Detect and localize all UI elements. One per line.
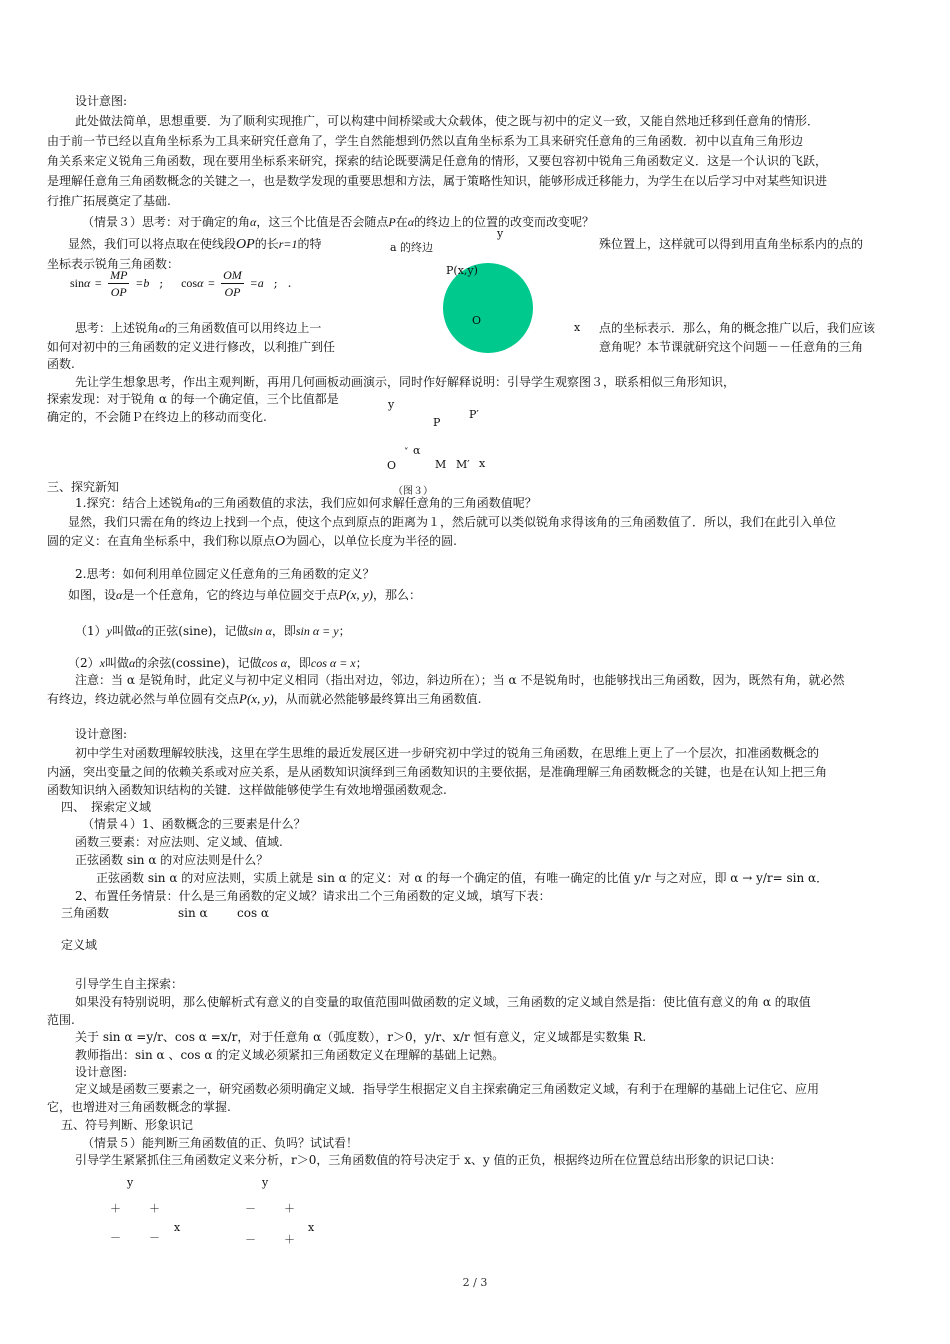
unit-circle-definition: 圆的定义：在直角坐标系中，我们称以原点O为圆心，以单位长度为半径的圆. <box>47 534 457 549</box>
fig3-y-label: y <box>388 398 395 411</box>
section-5-title: 五、符号判断、形象识记 <box>61 1118 194 1132</box>
sin-sign-q1: ＋ <box>149 1202 160 1215</box>
cos-sign-q1: ＋ <box>284 1202 295 1215</box>
discovery-line-1: 探索发现：对于锐角 α 的每一个确定值，三个比值都是 <box>47 392 339 406</box>
think-line-2: 如何对初中的三角函数的定义进行修改，以利推广到任 <box>47 340 336 354</box>
explore-line-1: 1.探究：结合上述锐角α的三角函数值的求法，我们应如何求解任意角的三角函数值呢？ <box>75 496 537 510</box>
cos-sign-q3: － <box>245 1233 256 1246</box>
scenario-4-q1: （情景４）1、函数概念的三要素是什么？ <box>82 817 306 831</box>
sine-rule-answer: 正弦函数 sin α 的对应法则，实质上就是 sin α 的定义：对 α 的每一个确定的值，有唯一确定的比值 y/r 与之对应，即 α → y/r= sin α． <box>96 871 829 885</box>
special-position-line: 显然，我们可以将点取在使线段OP的长r=1的特 <box>68 237 322 252</box>
fig3-x-label: x <box>479 457 486 470</box>
fig1-point-label: P(x,y) <box>446 264 478 277</box>
domain-table-header-cos: cos α <box>237 906 270 920</box>
think-line-1: 思考：上述锐角α的三角函数值可以用终边上一 <box>75 321 322 335</box>
paragraph-line: 此处做法简单，思想重要．为了顺利实现推广，可以构建中间桥梁或大众载体，使之既与初中的定义一致，又能自然地迁移到任意角的情形． <box>75 114 820 128</box>
think-line-2-right: 意角呢？本节课就研究这个问题－－任意角的三角 <box>599 340 864 354</box>
note-line-1: 注意：当 α 是锐角时，此定义与初中定义相同（指出对边，邻边，斜边所在）；当 α 不是锐角时，也能够找出三角函数，因为，既然有角，就必然 <box>75 673 845 687</box>
task-line: 2、布置任务情景：什么是三角函数的定义域？请求出二个三角函数的定义域，填写下表： <box>75 889 551 903</box>
self-explore-line: 引导学生自主探索： <box>75 977 184 991</box>
paragraph-line: 由于前一节已经以直角坐标系为工具来研究任意角了，学生自然能想到仍然以直角坐标系为工具来研究任意角的三角函数．初中以直角三角形边 <box>47 134 804 148</box>
cos-sign-q2: － <box>245 1202 256 1215</box>
fraction-om-op: $\frac{OM}{OP}$ <box>223 268 242 299</box>
paragraph-line: 函数知识纳入函数知识结构的关键．这样做能够使学生有效地增强函数观念. <box>47 783 447 797</box>
cos-sign-x-label: x <box>308 1221 315 1234</box>
acute-trig-formula: sinα = $\frac{MP}{OP}$ =b ; cosα = $\frac{OM}{OP}$ =a ; . <box>70 268 292 299</box>
sin-sign-x-label: x <box>174 1221 181 1234</box>
page-number: 2 / 3 <box>462 1276 488 1289</box>
three-elements: 函数三要素：对应法则、定义域、值域. <box>75 835 283 849</box>
scenario-3-question: （情景３）思考：对于确定的角α，这三个比值是否会随点P在α的终边上的位置的改变而改变呢？ <box>82 215 595 229</box>
guide-line: 先让学生想象思考，作出主观判断，再用几何画板动画演示，同时作好解释说明：引导学生观察图３，联系相似三角形知识， <box>75 375 736 389</box>
fig1-y-label: y <box>497 227 504 240</box>
sine-rule-question: 正弦函数 sin α 的对应法则是什么？ <box>75 853 269 867</box>
fig3-caption: （图３） <box>393 486 433 497</box>
paragraph-line: 是理解任意角三角函数概念的关键之一，也是数学发现的重要思想和方法，属于策略性知识，能够形成迁移能力，为学生在以后学习中对某些知识进 <box>47 174 828 188</box>
think-question-2: 2.思考：如何利用单位圆定义任意角的三角函数的定义？ <box>75 567 375 581</box>
domain-table-row-label: 定义域 <box>61 938 98 952</box>
scenario-5-q: （情景５）能判断三角函数值的正、负吗？试试看！ <box>82 1136 359 1150</box>
sin-sign-q2: ＋ <box>110 1202 121 1215</box>
sin-sign-q3: － <box>110 1231 121 1244</box>
fig1-terminal-label: a 的终边 <box>390 241 434 254</box>
cos-sign-q4: ＋ <box>284 1233 295 1246</box>
domain-conclusion: 关于 sin α =y/r、cos α =x/r，对于任意角 α（弧度数），r＞0，y/r、x/r 恒有意义，定义域都是实数集 R. <box>75 1030 647 1044</box>
think-line-3: 函数. <box>47 357 75 371</box>
coord-repr-line: 坐标表示锐角三角函数： <box>47 257 180 271</box>
design-intent-3-line-1: 定义域是函数三要素之一，研究函数必须明确定义域．指导学生根据定义自主探索确定三角函数定义域，有利于在理解的基础上记住它、应用 <box>75 1082 820 1096</box>
domain-explain-2: 范围. <box>47 1013 75 1027</box>
sin-sign-y-label: y <box>127 1176 134 1189</box>
fig3-m-label: M <box>435 458 447 471</box>
fig1-origin-label: O <box>472 314 482 327</box>
definition-intro: 如图，设α是一个任意角，它的终边与单位圆交于点P(x, y)，那么： <box>68 587 421 602</box>
domain-table-header-sin: sin α <box>178 906 208 920</box>
design-intent-heading-2: 设计意图: <box>75 727 128 741</box>
domain-explain-1: 如果没有特别说明，那么使解析式有意义的自变量的取值范围叫做函数的定义域，三角函数的定义域自然是指：使比值有意义的角 α 的取值 <box>75 995 811 1009</box>
fig1-x-label: x <box>574 321 581 334</box>
sin-sign-q4: － <box>149 1231 160 1244</box>
fig3-p-prime-label: P′ <box>469 408 479 421</box>
paragraph-line: 行推广拓展奠定了基础. <box>47 194 171 208</box>
sine-definition: （1）y叫做α的正弦(sine)，记做sin α，即sin α = y； <box>75 624 351 638</box>
domain-table-header-func: 三角函数 <box>61 906 110 920</box>
fig3-angle-mark: ˅ <box>404 448 409 458</box>
fig3-m-prime-label: M′ <box>456 458 470 471</box>
cosine-definition: （2）x叫做α的余弦(cossine)，记做cos α，即cos α = x； <box>68 656 368 670</box>
fraction-mp-op: $\frac{MP}{OP}$ <box>110 268 128 299</box>
discovery-line-2: 确定的，不会随Ｐ在终边上的移动而变化. <box>47 410 267 424</box>
sign-guide-line: 引导学生紧紧抓住三角函数定义来分析，r＞0，三角函数值的符号决定于 x、y 值的正负，根据终边所在位置总结出形象的识记口诀： <box>75 1153 782 1167</box>
section-3-title: 三、探究新知 <box>47 480 120 494</box>
paragraph-line: 初中学生对函数理解较肤浅，这里在学生思维的最近发展区进一步研究初中学过的锐角三角函数，在思维上更上了一个层次，扣准函数概念的 <box>75 746 820 760</box>
cos-sign-y-label: y <box>262 1176 269 1189</box>
teacher-note: 教师指出：sin α 、cos α 的定义域必须紧扣三角函数定义在理解的基础上记熟。 <box>75 1048 505 1062</box>
special-position-line-right: 殊位置上，这样就可以得到用直角坐标系内的点的 <box>599 237 864 251</box>
design-intent-heading-1: 设计意图: <box>75 94 128 108</box>
fig3-origin-label: O <box>387 459 397 472</box>
paragraph-line: 角关系来定义锐角三角函数，现在要用坐标系来研究，探索的结论既要满足任意角的情形，又要包容初中锐角三角函数定义．这是一个认识的飞跃， <box>47 154 828 168</box>
think-line-1-right: 点的坐标表示．那么，角的概念推广以后，我们应该 <box>599 321 876 335</box>
note-line-2: 有终边，终边就必然与单位圆有交点P(x, y)，从而就必然能够最终算出三角函数值. <box>47 691 482 706</box>
section-4-title: 四、 探索定义域 <box>61 800 152 814</box>
fig3-p-label: P <box>433 416 441 429</box>
explore-line-2: 显然，我们只需在角的终边上找到一个点，使这个点到原点的距离为１，然后就可以类似锐角求得该角的三角函数值了．所以，我们在此引入单位 <box>68 515 837 529</box>
fig3-alpha-label: α <box>413 444 421 457</box>
paragraph-line: 内涵，突出变量之间的依赖关系或对应关系，是从函数知识演绎到三角函数知识的主要依据，是准确理解三角函数概念的关键，也是在认知上把三角 <box>47 765 828 779</box>
design-intent-heading-3: 设计意图: <box>75 1065 128 1079</box>
design-intent-3-line-2: 它，也增进对三角函数概念的掌握. <box>47 1100 231 1114</box>
